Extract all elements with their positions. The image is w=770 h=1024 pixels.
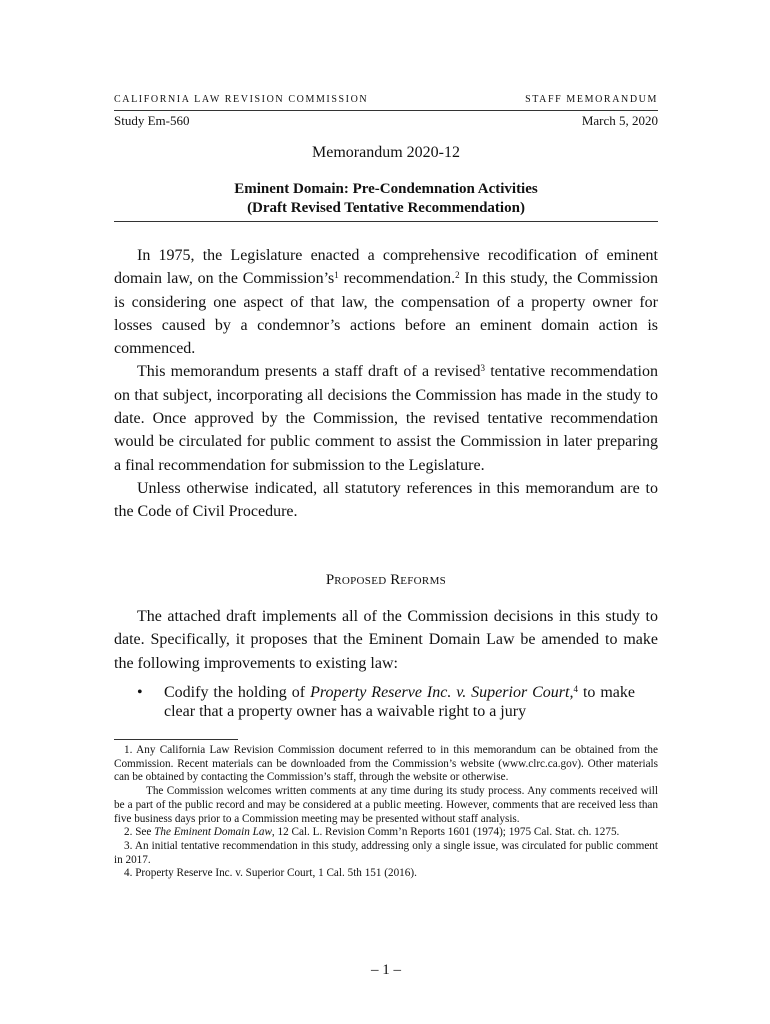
header-organization: CALIFORNIA LAW REVISION COMMISSION (114, 94, 369, 105)
heading-rest-2: EFORMS (400, 575, 447, 587)
footnote-4: 4. Property Reserve Inc. v. Superior Court, 1 Cal. 5th 151 (2016). (124, 867, 417, 880)
memo-body (114, 244, 658, 524)
fn2-title: The Eminent Domain Law (154, 826, 272, 839)
bullet-text-b: to make clear that a property owner has a waivable right to a jury (164, 684, 636, 720)
footnotes (114, 744, 658, 881)
paragraph-3: Unless otherwise indicated, all statutory references in this memorandum are to the Code of Civil Procedure. (114, 479, 658, 521)
bullet-text (164, 683, 635, 721)
bullet-symbol: • (137, 684, 143, 701)
p1-text-b: recommendation. (338, 270, 456, 288)
p2-text-a: This memorandum presents a staff draft of a revised (137, 363, 481, 381)
fn2-text-b: , 12 Cal. L. Revision Comm’n Reports 1601 (1974); 1975 Cal. Stat. ch. 1275. (271, 826, 620, 839)
heading-rest-1: ROPOSED (334, 575, 387, 587)
case-citation: Property Reserve Inc. v. Superior Court, (310, 684, 574, 701)
p2-text-b: tentative recommendation on that subject, incorporating all decisions the Commission has made in the study to date. Once approved by the Commission, the revised tentative recommendation would be circulated for public comment to assist the Commission in later preparing a final recommendation for submission to the Legislature. (114, 363, 658, 474)
page-header (114, 92, 658, 111)
p1-text-c: In this study, the Commission is considering one aspect of that law, the compensation of a property owner for losses caused by a condemnor’s actions before an eminent domain action is commenced. (114, 270, 659, 358)
paragraph-1 (114, 244, 658, 360)
bullet-text-a: Codify the holding of (164, 684, 311, 701)
footnote-2 (114, 826, 658, 840)
p1-text-a: In 1975, the Legislature enacted a comprehensive recodification of eminent domain law, on the Commission’s (114, 247, 658, 288)
paragraph-4: The attached draft implements all of the Commission decisions in this study to date. Specifically, it proposes that the Eminent Domain Law be amended to make the following improvements to existing law: (114, 608, 658, 672)
memorandum-number: Memorandum 2020-12 (312, 144, 460, 161)
page-subheader (114, 113, 658, 129)
memo-date: March 5, 2020 (581, 113, 658, 128)
footnote-1-continued: The Commission welcomes written comments at any time during its study process. Any comments received will be a part of the public record and may be considered at a public meeting. However, comments that are received less than five business days prior to a Commission meeting may be presented without staff analysis. (114, 785, 658, 825)
subject-divider (114, 221, 658, 222)
subject-line-1: Eminent Domain: Pre-Condemnation Activities (234, 181, 538, 197)
page-number: – 1 – (371, 962, 401, 978)
memorandum-page (114, 0, 658, 1024)
footnote-3: 3. An initial tentative recommendation in this study, addressing only a single issue, was circulated for public comment in 2017. (114, 839, 658, 866)
footnote-ref-4: 4 (573, 684, 578, 694)
fn2-text-a: 2. See (124, 826, 155, 839)
memo-subject (114, 180, 658, 218)
study-number: Study Em-560 (114, 113, 190, 128)
section-heading (114, 572, 658, 589)
memo-body-2 (114, 605, 658, 675)
subject-line-2: (Draft Revised Tentative Recommendation) (247, 200, 525, 216)
footnote-ref-3: 3 (480, 363, 485, 374)
heading-initial-2: R (390, 572, 401, 588)
footnote-1: 1. Any California Law Revision Commission document referred to in this memorandum can be obtained from the Commission. Recent materials can be downloaded from the Commission’s website (www.clrc.ca.gov). Other materials can be obtained by contacting the Commission’s staff, through the website or otherwise. (114, 744, 658, 784)
footnote-divider (114, 739, 238, 740)
heading-initial-1: P (325, 572, 335, 588)
paragraph-2 (114, 360, 658, 476)
footnote-ref-1: 1 (334, 270, 339, 281)
header-document-type: STAFF MEMORANDUM (525, 94, 658, 105)
footnote-ref-2: 2 (455, 270, 460, 281)
